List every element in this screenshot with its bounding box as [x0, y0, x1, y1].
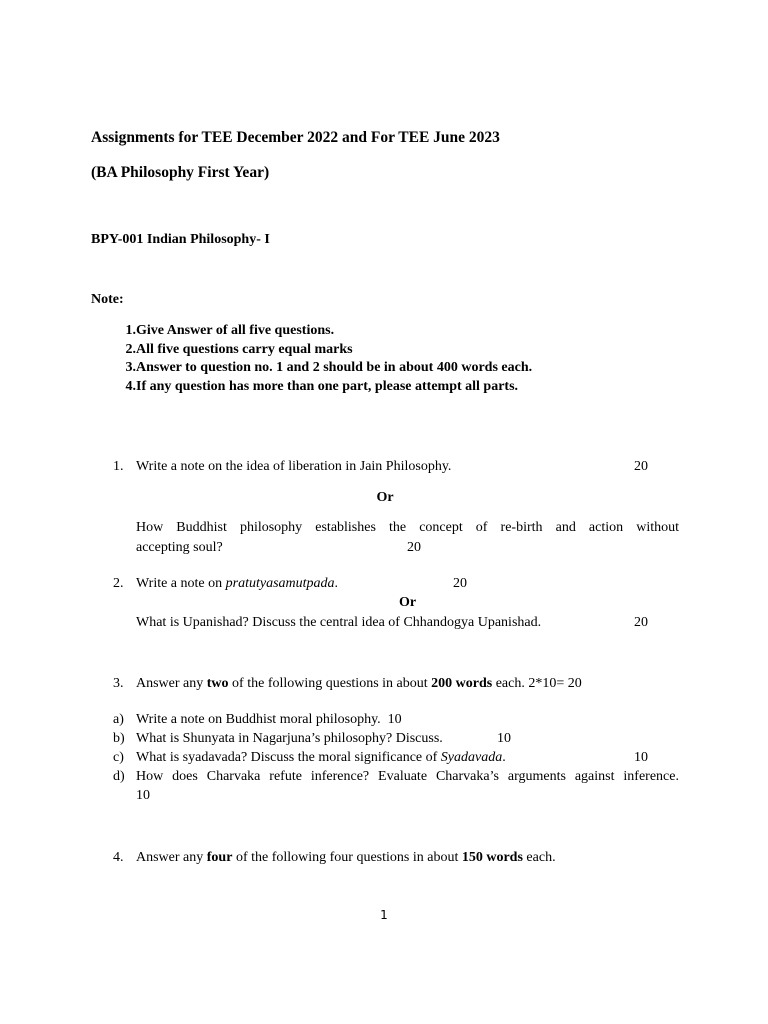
page-number: 1: [380, 908, 388, 922]
note-item-number: 3.: [125, 360, 136, 376]
question-text-part: of the following questions in about: [228, 676, 432, 691]
question-number: 2.: [113, 576, 124, 591]
note-item-number: 2.: [125, 341, 136, 357]
question-text-suffix: .: [334, 576, 339, 591]
sub-question-suffix: .: [502, 750, 506, 765]
question-text: Write a note on the idea of liberation in Jain Philosophy.: [136, 459, 452, 474]
sub-question-label: b): [113, 731, 125, 746]
question-text: [136, 674, 582, 693]
sub-question-body: Write a note on Buddhist moral philosophy.: [136, 712, 381, 727]
question-text-part: each. 2*10= 20: [492, 676, 582, 691]
sub-question-text: What is Shunyata in Nagarjuna’s philosophy? Discuss.: [136, 731, 443, 746]
question-text: [136, 848, 556, 867]
question-text: [136, 574, 338, 593]
sub-question-label: d): [113, 769, 125, 784]
or-separator: Or: [398, 595, 417, 610]
question-alt-marks: 20: [634, 615, 648, 630]
sub-question-label: a): [113, 712, 124, 727]
question-text-term: pratutyasamutpada: [225, 576, 335, 591]
question-marks: 20: [453, 576, 467, 591]
question-text-emphasis: 150 words: [461, 850, 523, 865]
question-text-emphasis: 200 words: [431, 676, 493, 691]
sub-question-text: [136, 710, 402, 729]
note-list: [113, 321, 673, 395]
note-item-number: 1.: [125, 323, 136, 338]
note-item-text: Give Answer of all five questions.: [136, 323, 335, 338]
sub-question-text: [136, 748, 506, 767]
sub-question-body: What is syadavada? Discuss the moral significance of: [136, 750, 441, 765]
note-item-text: All five questions carry equal marks: [136, 341, 353, 357]
sub-question-marks: 10: [497, 731, 511, 746]
sub-question-term: Syadavada: [440, 750, 503, 765]
course-code: BPY-001 Indian Philosophy- I: [91, 232, 270, 247]
note-item: [113, 358, 673, 377]
question-text-part: Answer any: [136, 676, 207, 691]
note-item: [113, 340, 673, 359]
sub-question-marks: 10: [136, 788, 150, 803]
question-alt-text: How Buddhist philosophy establishes the concept of re-birth and action without: [136, 520, 679, 535]
or-separator: Or: [376, 490, 394, 505]
question-number: 3.: [113, 676, 124, 691]
note-item-text: If any question has more than one part, please attempt all parts.: [136, 378, 519, 394]
note-label: Note:: [91, 292, 124, 307]
question-alt-text: What is Upanishad? Discuss the central idea of Chhandogya Upanishad.: [136, 615, 542, 630]
note-item-number: 4.: [125, 378, 136, 394]
question-text-emphasis: two: [206, 676, 229, 691]
sub-question-text: How does Charvaka refute inference? Evaluate Charvaka’s arguments against inference.: [136, 769, 679, 784]
sub-question-marks: 10: [387, 712, 402, 727]
note-item-text: Answer to question no. 1 and 2 should be in about 400 words each.: [136, 360, 533, 376]
question-marks: 20: [634, 459, 648, 474]
question-text-part: of the following four questions in about: [232, 850, 462, 865]
question-text-part: each.: [522, 850, 556, 865]
sub-question-marks: 10: [634, 750, 648, 765]
sub-question-label: c): [113, 750, 124, 765]
question-text-prefix: Write a note on: [136, 576, 226, 591]
question-alt-marks: 20: [407, 540, 421, 555]
question-text-part: Answer any: [136, 850, 207, 865]
question-number: 1.: [113, 459, 124, 474]
document-title: Assignments for TEE December 2022 and For TEE June 2023: [91, 129, 500, 146]
note-item: [113, 321, 673, 340]
document-subtitle: (BA Philosophy First Year): [91, 164, 270, 181]
question-alt-text-cont: accepting soul?: [136, 540, 223, 555]
question-text-emphasis: four: [206, 850, 233, 865]
note-item: [113, 377, 673, 396]
question-number: 4.: [113, 850, 124, 865]
